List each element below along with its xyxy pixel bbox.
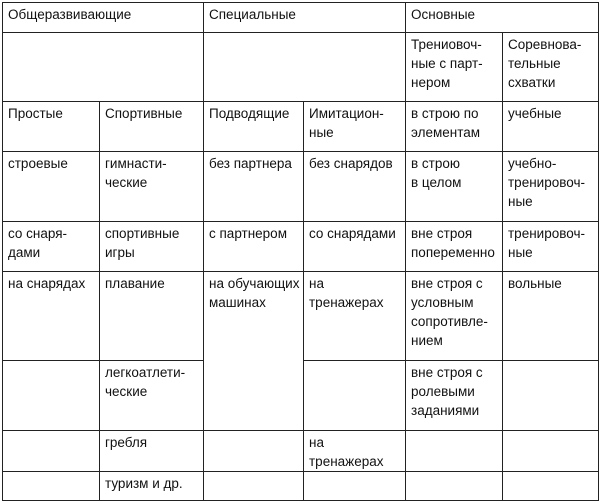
- col-simple: Простые: [3, 102, 100, 152]
- cell-imitation: на тренажерах: [304, 431, 406, 472]
- cell-simple-empty: [3, 472, 100, 501]
- cell-simple-empty: [3, 361, 100, 431]
- table-row: [3, 222, 599, 272]
- cell-partner-empty: [406, 472, 503, 501]
- table-row: [3, 272, 599, 361]
- col-imitation: Имитацион- ные: [304, 102, 406, 152]
- cell-partner: в строю в целом: [406, 152, 503, 222]
- cell-simple: строевые: [3, 152, 100, 222]
- header-general: Общеразвивающие: [3, 3, 204, 33]
- header-competitive-bouts: Соревнова- тельные схватки: [503, 33, 599, 102]
- col-fight: учебные: [503, 102, 599, 152]
- cell-imitation: со снарядами: [304, 222, 406, 272]
- cell-simple: на снарядах: [3, 272, 100, 361]
- cell-partner-empty: [406, 431, 503, 472]
- cell-leading: с партнером: [204, 222, 304, 272]
- cell-sport: плавание: [100, 272, 204, 361]
- header-special-blank: [204, 33, 406, 102]
- cell-fight-empty: [503, 361, 599, 431]
- col-partner: в строю по элементам: [406, 102, 503, 152]
- cell-imitation-empty: [304, 361, 406, 431]
- cell-simple-empty: [3, 431, 100, 472]
- cell-imitation: без снарядов: [304, 152, 406, 222]
- cell-leading-empty: [204, 431, 304, 472]
- table-row: [3, 431, 599, 472]
- cell-leading: без партнера: [204, 152, 304, 222]
- table-row: [3, 152, 599, 222]
- cell-fight: вольные: [503, 272, 599, 361]
- cell-sport: легкоатлети- ческие: [100, 361, 204, 431]
- cell-sport: гимнасти- ческие: [100, 152, 204, 222]
- exercise-classification-table: [2, 2, 599, 501]
- cell-leading-empty: [204, 472, 304, 501]
- header-special: Специальные: [204, 3, 406, 33]
- cell-sport: туризм и др.: [100, 472, 204, 501]
- cell-fight-empty: [503, 431, 599, 472]
- cell-partner: вне строя с ролевыми заданиями: [406, 361, 503, 431]
- header-group-row: [3, 3, 599, 33]
- cell-sport: гребля: [100, 431, 204, 472]
- cell-imitation: на тренажерах: [304, 272, 406, 361]
- header-sub-row: [3, 33, 599, 102]
- cell-fight: учебно- тренировоч- ные: [503, 152, 599, 222]
- column-header-row: [3, 102, 599, 152]
- cell-simple: со снаря- дами: [3, 222, 100, 272]
- cell-partner: вне строя попеременно: [406, 222, 503, 272]
- header-partner-exercises: Трениовоч- ные с парт- нером: [406, 33, 503, 102]
- header-general-blank: [3, 33, 204, 102]
- cell-imitation-empty: [304, 472, 406, 501]
- col-leading: Подводящие: [204, 102, 304, 152]
- cell-fight-empty: [503, 472, 599, 501]
- cell-fight: тренировоч- ные: [503, 222, 599, 272]
- cell-leading: на обучающих машинах: [204, 272, 304, 431]
- header-basic: Основные: [406, 3, 599, 33]
- cell-partner: вне строя с условным сопротивле- нием: [406, 272, 503, 361]
- table-row: [3, 472, 599, 501]
- col-sport: Спортивные: [100, 102, 204, 152]
- cell-sport: спортивные игры: [100, 222, 204, 272]
